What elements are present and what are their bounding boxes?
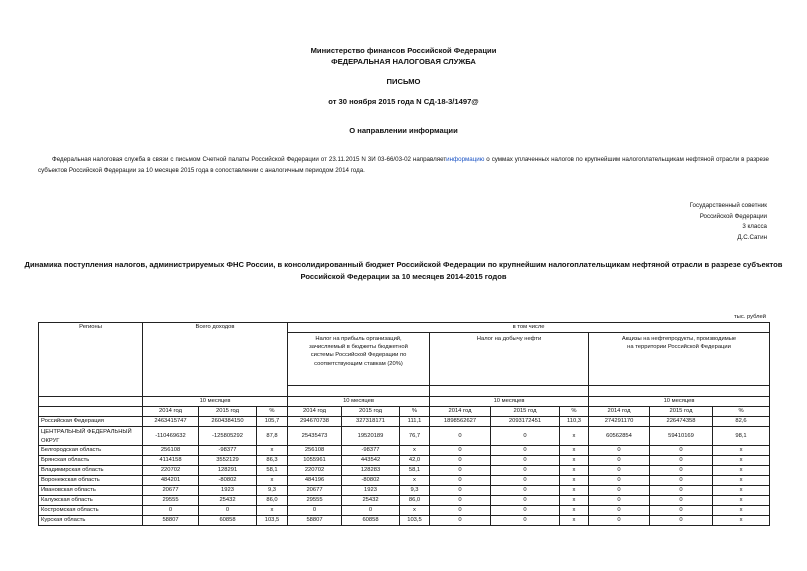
header-spacer-mining (430, 386, 589, 397)
region-name: Российская Федерация (39, 417, 143, 427)
cell-value: 2463415747 (143, 417, 199, 427)
table-row (39, 476, 770, 486)
cell-value: 0 (589, 456, 650, 466)
cell-value: 0 (430, 516, 491, 526)
cell-value: 0 (650, 506, 713, 516)
cell-percent: x (713, 456, 770, 466)
header-year-2015: 2015 год (491, 407, 560, 417)
cell-value: 0 (491, 476, 560, 486)
cell-value: -80802 (342, 476, 400, 486)
cell-value: 0 (650, 496, 713, 506)
cell-value: 0 (430, 476, 491, 486)
header-total-income: Всего доходов (143, 323, 288, 397)
ministry-name: Министерство финансов Российской Федерации (310, 46, 497, 55)
cell-value: 19520189 (342, 427, 400, 446)
table-row (39, 446, 770, 456)
header-year-2015: 2015 год (342, 407, 400, 417)
table-row (39, 486, 770, 496)
cell-value: 0 (589, 516, 650, 526)
paragraph-text-after: о суммах уплаченных налогов по крупнейшим налогоплательщикам нефтяной отрасли в разрезе субъектов Российской Федерации за 10 месяцев 2015 года в сопоставлении с аналогичным периодом 2014 года. (38, 156, 769, 174)
cell-value: -80802 (199, 476, 257, 486)
cell-percent: 9,3 (400, 486, 430, 496)
cell-value: 0 (491, 466, 560, 476)
cell-percent: x (713, 476, 770, 486)
cell-percent: x (560, 466, 589, 476)
cell-percent: 86,0 (257, 496, 288, 506)
units-label: тыс. рублей (734, 314, 766, 320)
cell-value: 327318171 (342, 417, 400, 427)
table-row (39, 466, 770, 476)
cell-value: 0 (589, 476, 650, 486)
cell-percent: 9,3 (257, 486, 288, 496)
header-year-2014: 2014 год (430, 407, 491, 417)
table-row (39, 427, 770, 446)
cell-value: 60858 (199, 516, 257, 526)
cell-percent: x (560, 427, 589, 446)
cell-value: 274291170 (589, 417, 650, 427)
cell-percent: x (713, 516, 770, 526)
cell-value: 20677 (143, 486, 199, 496)
header-percent: % (560, 407, 589, 417)
cell-value: 256108 (143, 446, 199, 456)
cell-percent: x (713, 496, 770, 506)
cell-percent: x (560, 456, 589, 466)
paragraph-text-before: Федеральная налоговая служба в связи с письмом Счетной палаты Российской Федерации от 23.11.2015 N 3И 03-66/03-02 направляет (52, 156, 447, 163)
region-name: Ивановская область (39, 486, 143, 496)
document-date-number: от 30 ноября 2015 года N СД-18-3/1497@ (328, 97, 479, 106)
cell-value: 20677 (288, 486, 342, 496)
cell-value: 0 (650, 486, 713, 496)
cell-value: 0 (650, 476, 713, 486)
cell-value: 0 (491, 427, 560, 446)
cell-value: 58807 (143, 516, 199, 526)
header-year-2015: 2015 год (650, 407, 713, 417)
cell-value: 0 (650, 456, 713, 466)
cell-percent: 98,1 (713, 427, 770, 446)
cell-value: 0 (650, 466, 713, 476)
region-name: Брянская область (39, 456, 143, 466)
header-period-total: 10 месяцев (143, 397, 288, 407)
cell-percent: x (713, 506, 770, 516)
header-year-2014: 2014 год (288, 407, 342, 417)
header-profit-tax (288, 333, 430, 386)
cell-value: 4114158 (143, 456, 199, 466)
cell-percent: x (257, 476, 288, 486)
cell-value: 29555 (288, 496, 342, 506)
header-period-mining: 10 месяцев (430, 397, 589, 407)
region-name: Курская область (39, 516, 143, 526)
cell-value: 60562854 (589, 427, 650, 446)
cell-percent: x (400, 476, 430, 486)
cell-value: 0 (491, 506, 560, 516)
document-type: ПИСЬМО (386, 77, 421, 86)
document-subject: О направлении информации (349, 126, 458, 135)
region-name: Костромская область (39, 506, 143, 516)
table-header-row-1 (39, 323, 770, 333)
cell-value: 25432 (342, 496, 400, 506)
header-period-profit: 10 месяцев (288, 397, 430, 407)
table-header-years-row (39, 407, 770, 417)
cell-value: 1055961 (288, 456, 342, 466)
header-period-excise: 10 месяцев (589, 397, 770, 407)
cell-value: 0 (143, 506, 199, 516)
table-row (39, 456, 770, 466)
cell-percent: 82,6 (713, 417, 770, 427)
header-regions: Регионы (39, 323, 143, 397)
cell-value: 0 (589, 446, 650, 456)
cell-percent: 86,3 (257, 456, 288, 466)
cell-value: 0 (430, 496, 491, 506)
cell-percent: x (560, 496, 589, 506)
signature-block (690, 201, 767, 243)
header-mining-tax: Налог на добычу нефти (430, 333, 589, 386)
tax-revenue-table (38, 322, 770, 526)
cell-value: 0 (430, 466, 491, 476)
cell-value: 0 (199, 506, 257, 516)
cell-value: -98377 (199, 446, 257, 456)
cell-value: 128291 (199, 466, 257, 476)
table-row (39, 516, 770, 526)
region-name: Воронежская область (39, 476, 143, 486)
cell-value: 0 (491, 516, 560, 526)
cell-value: -98377 (342, 446, 400, 456)
cell-value: 1898562627 (430, 417, 491, 427)
cell-percent: x (713, 446, 770, 456)
region-name: ЦЕНТРАЛЬНЫЙ ФЕДЕРАЛЬНЫЙ ОКРУГ (39, 427, 143, 446)
header-percent: % (400, 407, 430, 417)
region-name: Белгородская область (39, 446, 143, 456)
cell-value: 220702 (288, 466, 342, 476)
cell-percent: x (400, 446, 430, 456)
cell-value: 0 (342, 506, 400, 516)
service-name: ФЕДЕРАЛЬНАЯ НАЛОГОВАЯ СЛУЖБА (331, 57, 476, 66)
signature-title: Государственный советник (689, 202, 767, 209)
cell-value: -110469632 (143, 427, 199, 446)
cell-value: 1923 (342, 486, 400, 496)
cell-value: 59410169 (650, 427, 713, 446)
table-body (39, 417, 770, 526)
header-year-2014: 2014 год (143, 407, 199, 417)
cell-percent: 58,1 (257, 466, 288, 476)
cell-value: 29555 (143, 496, 199, 506)
cell-value: 0 (430, 427, 491, 446)
cell-percent: x (560, 506, 589, 516)
cell-value: 294670738 (288, 417, 342, 427)
cell-value: 0 (589, 506, 650, 516)
region-name: Владимирская область (39, 466, 143, 476)
cell-value: 484196 (288, 476, 342, 486)
cell-percent: 110,3 (560, 417, 589, 427)
signature-name: Д.С.Сатин (737, 233, 767, 241)
signature-class: 3 класса (742, 223, 767, 230)
header-spacer-profit (288, 386, 430, 397)
table-row (39, 417, 770, 427)
cell-percent: 105,7 (257, 417, 288, 427)
signature-country: Российской Федерации (699, 212, 767, 220)
header-year-2015: 2015 год (199, 407, 257, 417)
table-row (39, 506, 770, 516)
cell-value: -125805292 (199, 427, 257, 446)
cell-percent: x (560, 516, 589, 526)
cell-percent: 76,7 (400, 427, 430, 446)
cell-percent: 87,8 (257, 427, 288, 446)
header-period-empty (39, 397, 143, 407)
cell-percent: x (713, 486, 770, 496)
cell-value: 0 (430, 446, 491, 456)
cell-value: 220702 (143, 466, 199, 476)
cell-value: 3552129 (199, 456, 257, 466)
header-including: в том числе (288, 323, 770, 333)
cell-value: 0 (650, 516, 713, 526)
cell-value: 128283 (342, 466, 400, 476)
cell-percent: 86,0 (400, 496, 430, 506)
cell-value: 443542 (342, 456, 400, 466)
header-year-2014: 2014 год (589, 407, 650, 417)
cell-value: 25435473 (288, 427, 342, 446)
cell-value: 0 (288, 506, 342, 516)
cell-percent: x (257, 506, 288, 516)
cell-value: 60858 (342, 516, 400, 526)
cell-value: 0 (491, 486, 560, 496)
header-percent: % (257, 407, 288, 417)
header-excise-text: Акцизы на нефтепродукты, производимые на территории Российской Федерации (621, 336, 737, 351)
cell-value: 25432 (199, 496, 257, 506)
cell-value: 0 (430, 506, 491, 516)
cell-percent: x (560, 486, 589, 496)
header-profit-tax-text: Налог на прибыль организаций, зачисляемый в бюджеты бюджетной системы Российской Федерации по соответствующим ставкам (20%) (309, 336, 408, 367)
header-percent: % (713, 407, 770, 417)
cell-value: 2604384150 (199, 417, 257, 427)
cell-value: 0 (650, 446, 713, 456)
cell-value: 0 (491, 456, 560, 466)
cell-value: 0 (589, 496, 650, 506)
cell-value: 0 (589, 466, 650, 476)
information-link[interactable]: информацию (446, 156, 485, 163)
cell-percent: 42,0 (400, 456, 430, 466)
cell-value: 0 (491, 446, 560, 456)
cell-value: 484201 (143, 476, 199, 486)
table-title: Динамика поступления налогов, администрируемых ФНС России, в консолидированный бюджет Российской Федерации по крупнейшим налогоплательщикам нефтяной отрасли в разрезе субъектов Российской Федерации за 10 месяцев 2014-2015 годов (24, 260, 783, 281)
cell-value: 0 (589, 486, 650, 496)
cell-percent: 111,1 (400, 417, 430, 427)
header-excise (589, 333, 770, 386)
cell-percent: x (257, 446, 288, 456)
cell-value: 0 (491, 496, 560, 506)
cell-value: 1923 (199, 486, 257, 496)
region-name: Калужская область (39, 496, 143, 506)
cell-value: 256108 (288, 446, 342, 456)
header-spacer-excise (589, 386, 770, 397)
cell-percent: 58,1 (400, 466, 430, 476)
cell-percent: x (560, 476, 589, 486)
table-header-period-row (39, 397, 770, 407)
letter-paragraph (38, 154, 769, 176)
cell-percent: 103,5 (400, 516, 430, 526)
cell-percent: x (713, 466, 770, 476)
cell-value: 0 (430, 486, 491, 496)
cell-value: 226474358 (650, 417, 713, 427)
table-row (39, 496, 770, 506)
header-years-empty (39, 407, 143, 417)
cell-percent: 103,5 (257, 516, 288, 526)
cell-percent: x (560, 446, 589, 456)
cell-value: 2093172451 (491, 417, 560, 427)
cell-value: 58807 (288, 516, 342, 526)
cell-percent: x (400, 506, 430, 516)
cell-value: 0 (430, 456, 491, 466)
